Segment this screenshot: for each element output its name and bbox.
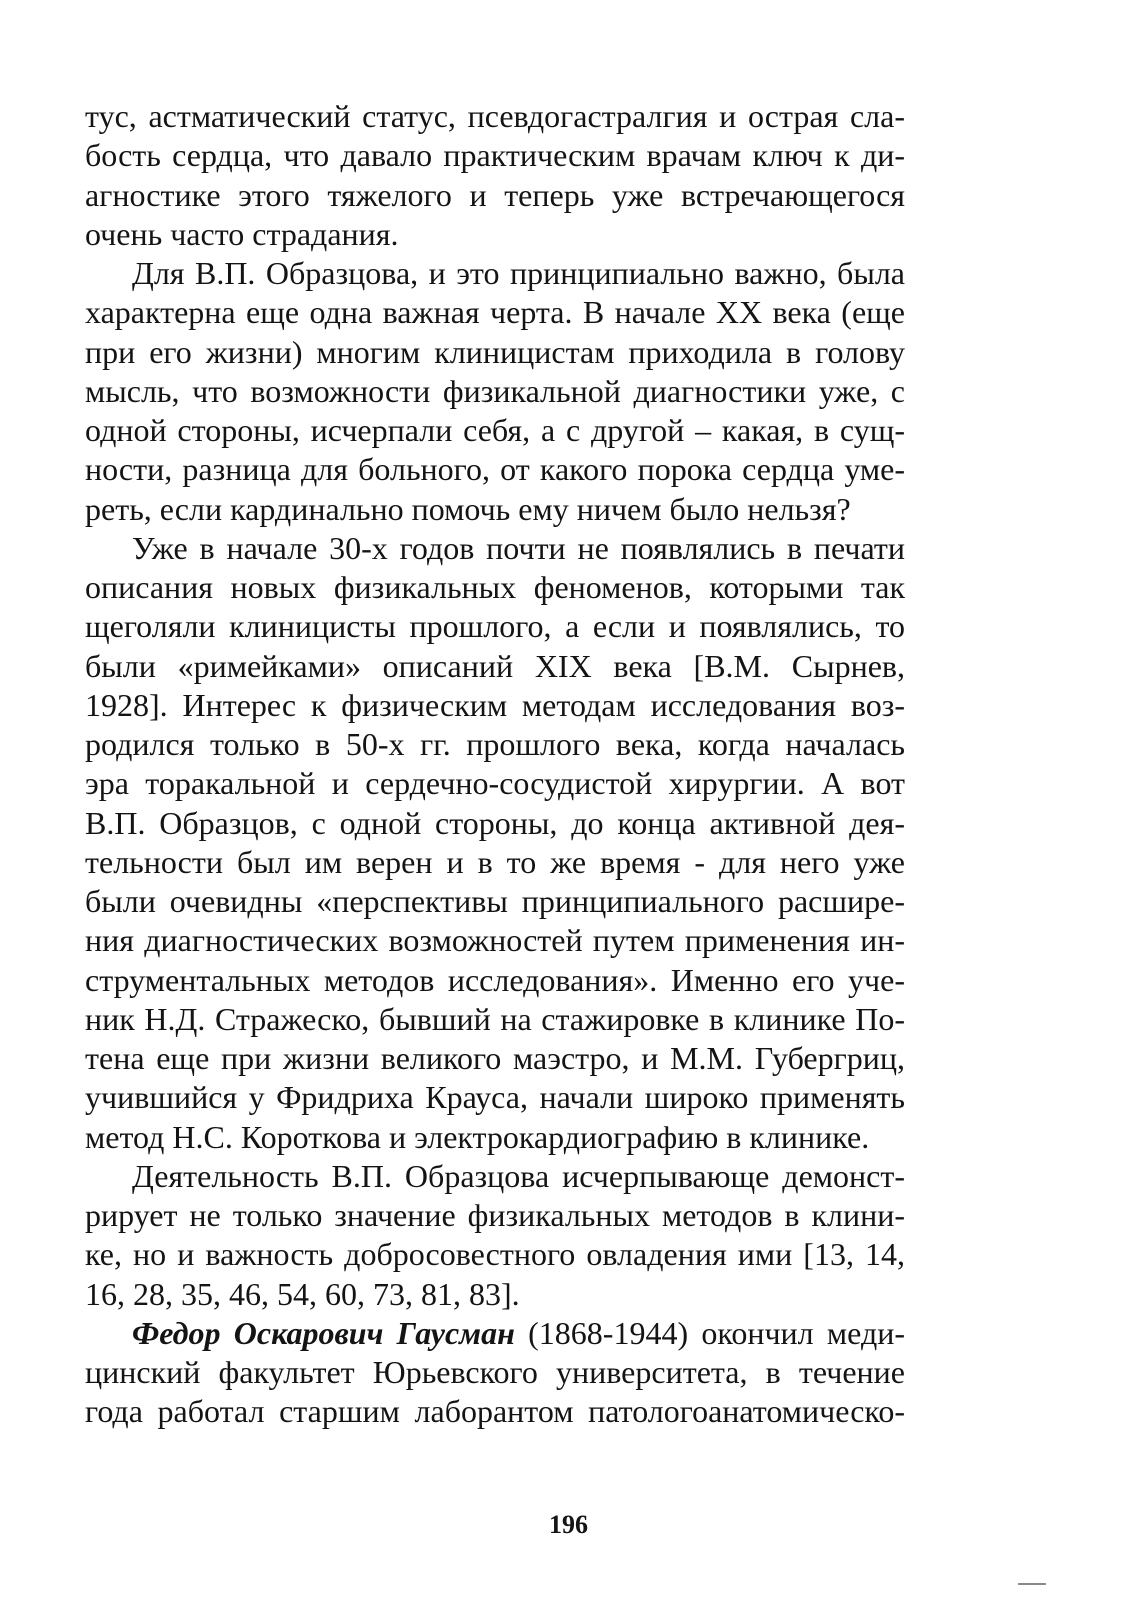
text-line: ник Н.Д. Стражеско, бывший на стажировке в клинике По- [85,1000,905,1037]
person-name: Федор Оскарович Гаусман [132,1314,515,1351]
text-line: учившийся у Фридриха Крауса, начали широко применять [85,1079,905,1116]
text-line: метод Н.С. Короткова и электрокардиографию в клинике. [85,1118,870,1155]
text-line: года работал старшим лаборантом патологоанатомическо- [85,1393,905,1430]
text-line: Для В.П. Образцова, и это принципиально важно, была [132,255,905,291]
text-line: агностике этого тяжелого и теперь уже встречающегося [85,176,905,213]
text-line: ности, разница для больного, от какого порока сердца уме- [85,451,905,488]
text-line [85,1314,905,1353]
page-number: 196 [549,1510,588,1539]
body-text [85,97,905,1432]
text-line: щеголяли клиницисты прошлого, а если и появлялись, то [85,608,905,645]
text-line: характерна еще одна важная черта. В начале XX века (еще [85,294,905,331]
text-line: тельности был им верен и в то же время - для него уже [85,843,905,880]
text-line: В.П. Образцов, с одной стороны, до конца активной дея- [85,804,905,841]
text-line: были «римейками» описаний XIX века [В.М. Сырнев, [85,647,905,684]
scan-margin-mark [1018,1583,1046,1585]
text-line: одной стороны, исчерпали себя, а с другой – какая, в сущ- [85,412,905,448]
text-line: цинский факультет Юрьевского университета, в течение [85,1354,905,1390]
text-line: реть, если кардинально помочь ему ничем было нельзя? [85,490,851,527]
text-line: ке, но и важность добросовестного овладения ими [13, 14, [85,1236,905,1273]
text-line: описания новых физикальных феноменов, которыми так [85,569,905,605]
text-line: струментальных методов исследования». Именно его уче- [85,961,905,998]
text-line: тус, астматический статус, псевдогастралгия и острая сла- [85,98,905,134]
text-fragment: (1868-1944) окончил меди- [514,1314,906,1351]
text-line: ния диагностических возможностей путем применения ин- [85,922,905,959]
text-line: Деятельность В.П. Образцова исчерпывающе демонст- [132,1157,905,1194]
text-line: 1928]. Интерес к физическим методам исследования воз- [85,686,905,723]
text-line: рирует не только значение физикальных методов в клини- [85,1197,905,1233]
text-line: мысль, что возможности физикальной диагностики уже, с [85,372,905,409]
text-line: 16, 28, 35, 46, 54, 60, 73, 81, 83]. [85,1275,520,1312]
text-line: при его жизни) многим клиницистам приходила в голову [85,333,905,370]
text-line: были очевидны «перспективы принципиального расшире- [85,883,905,919]
text-line: тена еще при жизни великого маэстро, и М.М. Губергриц, [85,1040,905,1076]
text-line: родился только в 50-х гг. прошлого века, когда началась [85,726,905,762]
text-line: Уже в начале 30-х годов почти не появлялись в печати [132,529,905,566]
text-line: бость сердца, что давало практическим врачам ключ к ди- [85,137,905,174]
text-line: эра торакальной и сердечно-сосудистой хирургии. А вот [85,765,905,802]
text-line: очень часто страдания. [85,215,399,252]
